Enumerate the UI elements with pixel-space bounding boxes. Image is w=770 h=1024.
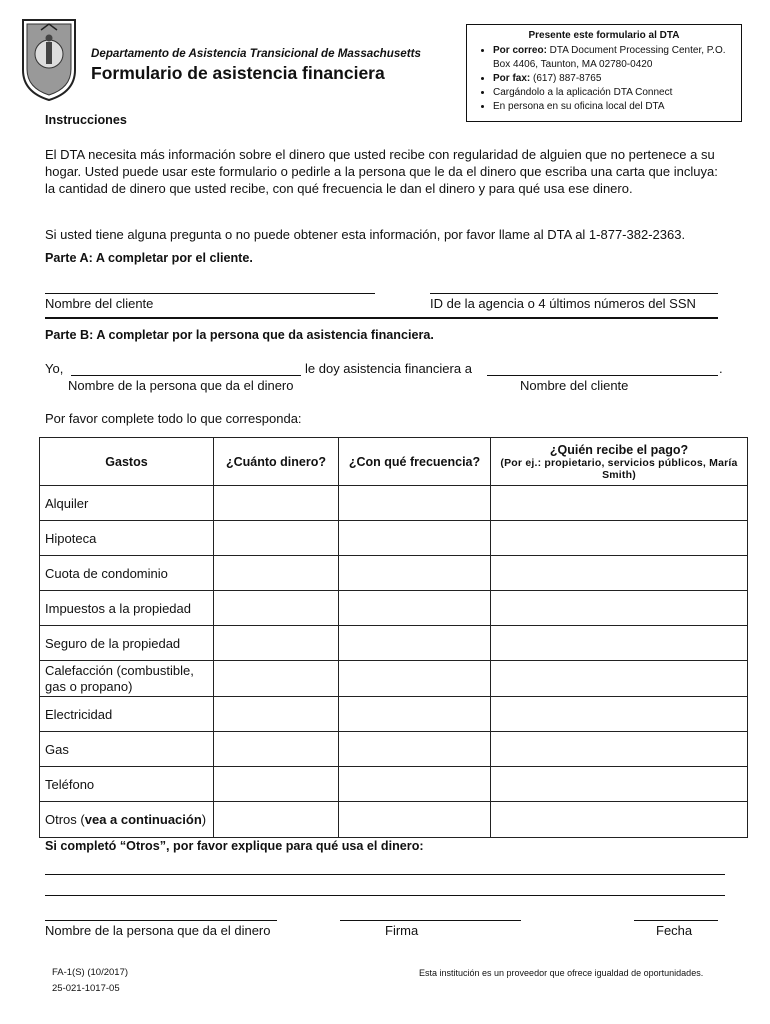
expense-label: Cuota de condominio (40, 556, 214, 591)
payee-cell[interactable] (491, 521, 748, 556)
header-quien: ¿Quién recibe el pago? (Por ej.: propietario, servicios públicos, María Smith) (491, 438, 748, 486)
payee-cell[interactable] (491, 732, 748, 767)
frequency-cell[interactable] (339, 626, 491, 661)
frequency-cell[interactable] (339, 697, 491, 732)
form-code: 25-021-1017-05 (52, 983, 120, 994)
frequency-cell[interactable] (339, 802, 491, 838)
submit-instructions-box (466, 24, 742, 122)
table-row (40, 486, 748, 521)
department-name: Departamento de Asistencia Transicional de Massachusetts (91, 47, 421, 60)
amount-cell[interactable] (214, 697, 339, 732)
amount-cell[interactable] (214, 556, 339, 591)
table-row (40, 767, 748, 802)
submit-method-mail: • Por correo: DTA Document Processing Center, P.O. Box 4406, Taunton, MA 02780-0420 (493, 44, 741, 72)
expense-label: Teléfono (40, 767, 214, 802)
table-row (40, 521, 748, 556)
part-a-heading: Parte A: A completar por el cliente. (45, 251, 253, 265)
instructions-paragraph-2: Si usted tiene alguna pregunta o no puede obtener esta información, por favor llame al DTA al 1-877-382-2363. (45, 227, 686, 242)
agency-id-field[interactable] (430, 293, 718, 294)
table-row (40, 626, 748, 661)
payee-cell[interactable] (491, 802, 748, 838)
header-frecuencia: ¿Con qué frecuencia? (339, 438, 491, 486)
submit-method-fax: • Por fax: (617) 887-8765 (493, 72, 741, 86)
giver-name-label: Nombre de la persona que da el dinero (68, 378, 294, 393)
table-header-row (40, 438, 748, 486)
amount-cell[interactable] (214, 626, 339, 661)
frequency-cell[interactable] (339, 591, 491, 626)
payee-cell[interactable] (491, 591, 748, 626)
frequency-cell[interactable] (339, 767, 491, 802)
amount-cell[interactable] (214, 767, 339, 802)
assistance-statement: le doy asistencia financiera a (305, 361, 472, 376)
expense-label: Gas (40, 732, 214, 767)
amount-cell[interactable] (214, 591, 339, 626)
payee-cell[interactable] (491, 556, 748, 591)
yo-label: Yo, (45, 361, 64, 376)
recipient-name-field[interactable] (487, 375, 718, 376)
otros-explanation-line-2[interactable] (45, 895, 725, 896)
submit-method-in-person: • En persona en su oficina local del DTA (493, 100, 741, 114)
form-title: Formulario de asistencia financiera (91, 63, 385, 83)
otros-explanation-line-1[interactable] (45, 874, 725, 875)
table-row (40, 556, 748, 591)
recipient-name-label: Nombre del cliente (520, 378, 629, 393)
amount-cell[interactable] (214, 802, 339, 838)
expense-label: Alquiler (40, 486, 214, 521)
submit-box-title: Presente este formulario al DTA (528, 30, 680, 41)
table-row (40, 732, 748, 767)
expense-label: Electricidad (40, 697, 214, 732)
agency-id-label: ID de la agencia o 4 últimos números del SSN (430, 296, 696, 311)
header-cuanto: ¿Cuánto dinero? (214, 438, 339, 486)
payee-cell[interactable] (491, 661, 748, 697)
amount-cell[interactable] (214, 521, 339, 556)
signature-field[interactable] (340, 920, 521, 921)
submit-method-upload: • Cargándolo a la aplicación DTA Connect (493, 86, 741, 100)
signature-giver-label: Nombre de la persona que da el dinero (45, 923, 271, 938)
amount-cell[interactable] (214, 661, 339, 697)
part-b-heading: Parte B: A completar por la persona que da asistencia financiera. (45, 328, 434, 342)
frequency-cell[interactable] (339, 486, 491, 521)
table-row (40, 802, 748, 838)
expense-label: Impuestos a la propiedad (40, 591, 214, 626)
fecha-label: Fecha (656, 923, 693, 938)
payee-cell[interactable] (491, 697, 748, 732)
equal-opportunity-statement: Esta institución es un proveedor que ofrece igualdad de oportunidades. (419, 968, 704, 978)
amount-cell[interactable] (214, 732, 339, 767)
table-row (40, 591, 748, 626)
frequency-cell[interactable] (339, 521, 491, 556)
massachusetts-seal-icon (19, 16, 79, 102)
date-field[interactable] (634, 920, 718, 921)
frequency-cell[interactable] (339, 661, 491, 697)
payee-cell[interactable] (491, 626, 748, 661)
instructions-paragraph-1: El DTA necesita más información sobre el dinero que usted recibe con regularidad de alguien que no pertenece a su hogar. Usted puede usar este formulario o pedirle a la persona que le da el dinero que escriba una carta que incluya: la cantidad de dinero que usted recibe, con qué frecuencia le dan el dinero y para qué usa ese dinero. (45, 147, 718, 196)
table-instruction: Por favor complete todo lo que corresponda: (45, 411, 302, 426)
client-name-field[interactable] (45, 293, 375, 294)
expense-label: Calefacción (combustible, gas o propano) (40, 661, 214, 697)
frequency-cell[interactable] (339, 556, 491, 591)
frequency-cell[interactable] (339, 732, 491, 767)
statement-period: . (719, 361, 723, 376)
firma-label: Firma (385, 923, 419, 938)
giver-signature-name-field[interactable] (45, 920, 277, 921)
table-row (40, 697, 748, 732)
expenses-table (39, 437, 748, 838)
table-row (40, 661, 748, 697)
submit-methods-list (481, 44, 741, 114)
expense-label-otros: Otros (vea a continuación) (40, 802, 214, 838)
amount-cell[interactable] (214, 486, 339, 521)
form-id: FA-1(S) (10/2017) (52, 967, 129, 978)
giver-name-field[interactable] (71, 375, 301, 376)
instructions-heading: Instrucciones (45, 113, 127, 127)
payee-cell[interactable] (491, 486, 748, 521)
client-name-label: Nombre del cliente (45, 296, 154, 311)
expense-label: Hipoteca (40, 521, 214, 556)
header-gastos: Gastos (40, 438, 214, 486)
form-identifier (52, 965, 128, 997)
expense-label: Seguro de la propiedad (40, 626, 214, 661)
section-divider (45, 317, 718, 319)
payee-cell[interactable] (491, 767, 748, 802)
otros-heading: Si completó “Otros”, por favor explique para qué usa el dinero: (45, 839, 424, 853)
